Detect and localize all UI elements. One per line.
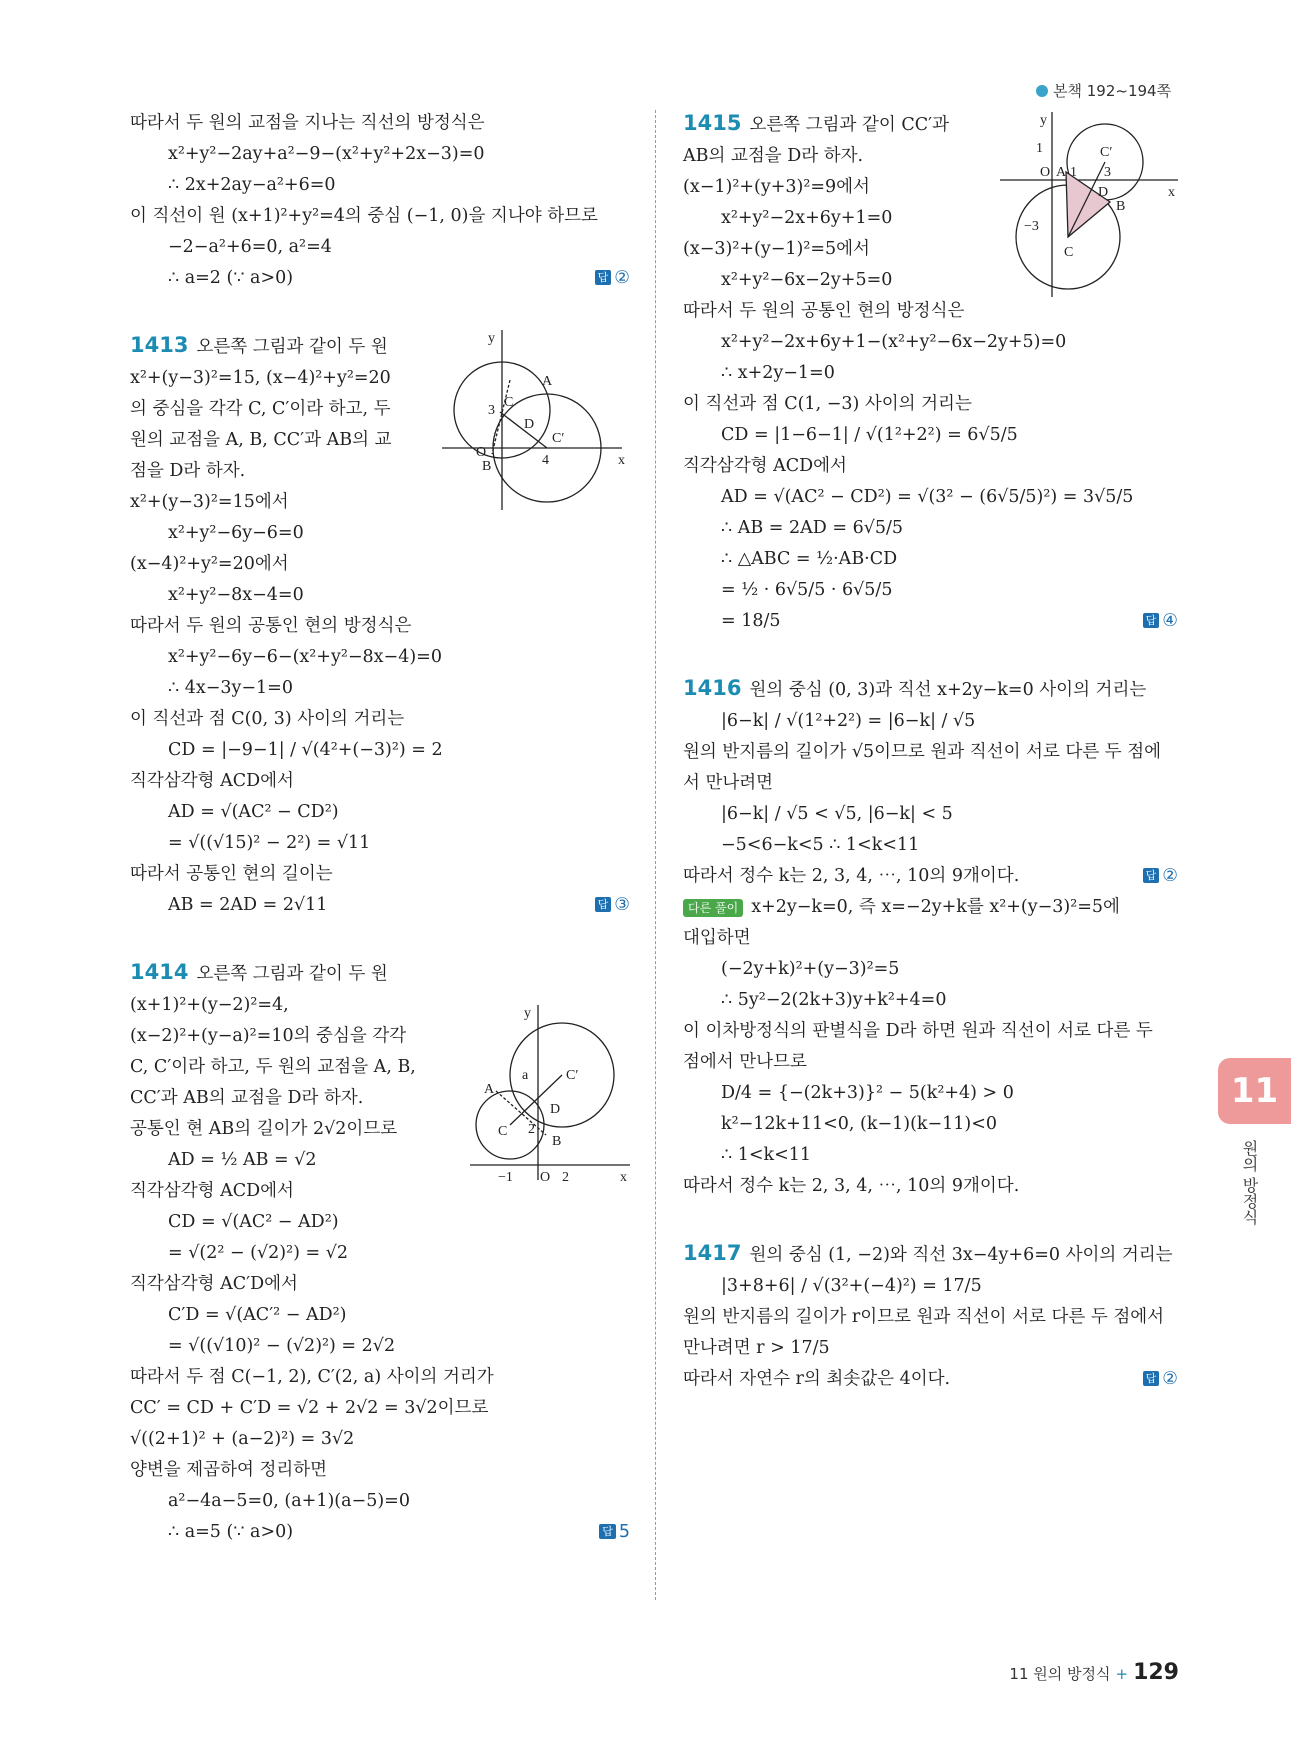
line-text: (x−4)²+y²=20에서 <box>130 554 289 574</box>
solution-line <box>683 1140 1178 1171</box>
solution-line <box>683 1171 1178 1202</box>
solution-line <box>683 327 1178 358</box>
line-text: AB = 2AD = 2√11 <box>168 895 328 915</box>
problem-heading <box>683 673 1178 706</box>
solution-line <box>683 1364 1178 1395</box>
line-text: 오른쪽 그림과 같이 두 원 <box>196 337 388 357</box>
solution-line <box>683 544 1178 575</box>
line-text: C′D = √(AC′² − AD²) <box>168 1305 347 1325</box>
problem-number: 1415 <box>683 111 742 135</box>
fig-label-c: C <box>498 1124 508 1139</box>
fig-label-o: O <box>540 1170 551 1185</box>
answer-value: ② <box>1162 866 1178 886</box>
solution-line <box>130 797 630 828</box>
solution-line <box>130 139 630 170</box>
fig-label-a: A <box>484 1082 495 1097</box>
line-text: −2−a²+6=0, a²=4 <box>168 237 332 257</box>
fig-label-cp: C′ <box>1100 145 1113 160</box>
footer-chapter: 11 원의 방정식 <box>1009 1665 1111 1683</box>
solution-line <box>130 1362 630 1393</box>
fig-tick-x1: 1 <box>1070 165 1077 180</box>
fig-tick-3: 3 <box>1104 165 1111 180</box>
solution-line <box>130 1207 630 1238</box>
solution-line <box>130 201 630 232</box>
line-text: 의 중심을 각각 C, C′이라 하고, 두 <box>130 399 391 419</box>
reference-icon <box>1036 85 1048 97</box>
line-text: 따라서 두 원의 공통인 현의 방정식은 <box>130 616 412 636</box>
line-text: 원의 반지름의 길이가 √5이므로 원과 직선이 서로 다른 두 점에 <box>683 742 1162 762</box>
line-text: x+2y−k=0, 즉 x=−2y+k를 x²+(y−3)²=5에 <box>751 897 1120 917</box>
line-text: = ½ · 6√5/5 · 6√5/5 <box>721 580 893 600</box>
line-text: ∴ 5y²−2(2k+3)y+k²+4=0 <box>721 990 947 1010</box>
answer-icon: 답 <box>1143 868 1160 883</box>
solution-line <box>683 606 1178 637</box>
line-text: ∴ 1<k<11 <box>721 1145 812 1165</box>
section-gap <box>130 921 630 957</box>
plus-icon: + <box>1115 1665 1129 1683</box>
line-text: 이 직선과 점 C(0, 3) 사이의 거리는 <box>130 709 405 729</box>
line-text: 따라서 두 원의 교점을 지나는 직선의 방정식은 <box>130 113 485 133</box>
figure-1415 <box>1000 112 1185 302</box>
solution-line <box>683 892 1178 923</box>
fig-tick-a: a <box>522 1068 529 1083</box>
line-text: AB의 교점을 D라 하자. <box>683 146 864 166</box>
line-text: x²+y²−6y−6=0 <box>168 523 304 543</box>
fig-label-x: x <box>618 453 625 468</box>
problem-heading <box>130 957 630 990</box>
solution-line <box>683 799 1178 830</box>
line-text: 원의 중심 (1, −2)와 직선 3x−4y+6=0 사이의 거리는 <box>749 1245 1173 1265</box>
solution-line <box>683 1302 1178 1333</box>
left-column <box>130 108 630 1548</box>
fig-tick-4: 4 <box>542 453 549 468</box>
solution-line <box>683 1078 1178 1109</box>
line-text: ∴ 2x+2ay−a²+6=0 <box>168 175 336 195</box>
line-text: 서 만나려면 <box>683 773 774 793</box>
problem-number: 1414 <box>130 960 189 984</box>
answer-icon: 답 <box>595 270 612 285</box>
solution-line <box>130 263 630 294</box>
answer-mark <box>599 1517 630 1548</box>
line-text: 직각삼각형 ACD에서 <box>683 456 847 476</box>
line-text: √((2+1)² + (a−2)²) = 3√2 <box>130 1429 355 1449</box>
solution-line <box>130 1424 630 1455</box>
solution-line <box>683 513 1178 544</box>
answer-mark <box>1143 1364 1178 1395</box>
answer-icon: 답 <box>599 1524 616 1539</box>
solution-line <box>130 1269 630 1300</box>
line-text: ∴ x+2y−1=0 <box>721 363 835 383</box>
line-text: (x−1)²+(y+3)²=9에서 <box>683 177 870 197</box>
fig-label-d: D <box>524 417 535 432</box>
solution-line <box>130 642 630 673</box>
solution-line <box>683 482 1178 513</box>
line-text: ∴ 4x−3y−1=0 <box>168 678 293 698</box>
figure-1414 <box>470 1005 640 1185</box>
line-text: = √((√10)² − (√2)²) = 2√2 <box>168 1336 396 1356</box>
line-text: CD = |1−6−1| / √(1²+2²) = 6√5/5 <box>721 425 1018 445</box>
fig-label-y: y <box>524 1006 531 1021</box>
fig-label-y: y <box>488 331 495 346</box>
fig-label-b: B <box>552 1134 562 1149</box>
solution-line <box>683 954 1178 985</box>
line-text: 이 직선과 점 C(1, −3) 사이의 거리는 <box>683 394 972 414</box>
line-text: 원의 반지름의 길이가 r이므로 원과 직선이 서로 다른 두 점에서 <box>683 1307 1165 1327</box>
line-text: CC′과 AB의 교점을 D라 하자. <box>130 1088 364 1108</box>
line-text: (x−3)²+(y−1)²=5에서 <box>683 239 870 259</box>
fig-tick-2: 2 <box>528 1122 535 1137</box>
line-text: x²+y²−2x+6y+1=0 <box>721 208 893 228</box>
fig-tick-1: 1 <box>1036 141 1043 156</box>
answer-value: ② <box>1162 1369 1178 1389</box>
line-text: AD = √(AC² − CD²) <box>168 802 339 822</box>
problem-number: 1416 <box>683 676 742 700</box>
line-text: = √(2² − (√2)²) = √2 <box>168 1243 348 1263</box>
solution-line <box>130 704 630 735</box>
solution-line <box>130 859 630 890</box>
line-text: 따라서 공통인 현의 길이는 <box>130 864 333 884</box>
line-text: 따라서 정수 k는 2, 3, 4, ⋯, 10의 9개이다. <box>683 1176 1020 1196</box>
line-text: 직각삼각형 AC′D에서 <box>130 1274 298 1294</box>
solution-line <box>130 1517 630 1548</box>
solution-line <box>683 358 1178 389</box>
line-text: 점을 D라 하자. <box>130 461 246 481</box>
line-text: 직각삼각형 ACD에서 <box>130 1181 294 1201</box>
line-text: 점에서 만나므로 <box>683 1052 807 1072</box>
line-text: C, C′이라 하고, 두 원의 교점을 A, B, <box>130 1057 416 1077</box>
solution-line <box>130 232 630 263</box>
line-text: = 18/5 <box>721 611 781 631</box>
fig-label-c: C <box>1064 245 1074 260</box>
column-divider <box>655 110 656 1600</box>
line-text: 오른쪽 그림과 같이 두 원 <box>196 964 388 984</box>
line-text: |6−k| / √(1²+2²) = |6−k| / √5 <box>721 711 976 731</box>
solution-line <box>130 1455 630 1486</box>
line-text: CD = |−9−1| / √(4²+(−3)²) = 2 <box>168 740 443 760</box>
solution-line <box>683 923 1178 954</box>
line-text: CC′ = CD + C′D = √2 + 2√2 = 3√2이므로 <box>130 1398 489 1418</box>
fig-tick-x2: 2 <box>562 1170 569 1185</box>
line-text: 양변을 제곱하여 정리하면 <box>130 1460 328 1480</box>
line-text: 공통인 현 AB의 길이가 2√2이므로 <box>130 1119 398 1139</box>
solution-line <box>683 1047 1178 1078</box>
solution-line <box>130 170 630 201</box>
solution-line <box>130 673 630 704</box>
answer-value: ② <box>614 268 630 288</box>
solution-line <box>130 890 630 921</box>
fig-label-b: B <box>1116 199 1126 214</box>
fig-label-d: D <box>550 1102 561 1117</box>
solution-line <box>130 580 630 611</box>
section-gap <box>683 637 1178 673</box>
solution-line <box>683 451 1178 482</box>
line-text: 이 직선이 원 (x+1)²+y²=4의 중심 (−1, 0)을 지나야 하므로 <box>130 206 598 226</box>
line-text: k²−12k+11<0, (k−1)(k−11)<0 <box>721 1114 998 1134</box>
line-text: 따라서 정수 k는 2, 3, 4, ⋯, 10의 9개이다. <box>683 866 1020 886</box>
fig-label-d: D <box>1098 185 1109 200</box>
chapter-tab: 11 <box>1218 1058 1291 1124</box>
line-text: ∴ a=5 (∵ a>0) <box>168 1522 294 1542</box>
answer-mark <box>595 263 630 294</box>
fig-tick-3: 3 <box>488 403 495 418</box>
line-text: D/4 = {−(2k+3)}² − 5(k²+4) > 0 <box>721 1083 1014 1103</box>
problem-heading <box>683 1238 1178 1271</box>
line-text: 따라서 자연수 r의 최솟값은 4이다. <box>683 1369 951 1389</box>
answer-value: 5 <box>618 1522 630 1542</box>
line-text: 이 이차방정식의 판별식을 D라 하면 원과 직선이 서로 다른 두 <box>683 1021 1153 1041</box>
fig-label-y: y <box>1040 113 1047 128</box>
answer-mark <box>1143 861 1178 892</box>
alternate-solution-badge: 다른 풀이 <box>683 899 743 917</box>
line-text: x²+(y−3)²=15에서 <box>130 492 289 512</box>
figure-1413 <box>442 330 632 515</box>
line-text: ∴ a=2 (∵ a>0) <box>168 268 294 288</box>
solution-line <box>130 108 630 139</box>
solution-line <box>683 389 1178 420</box>
solution-line <box>130 1331 630 1362</box>
answer-mark <box>1143 606 1178 637</box>
line-text: ∴ △ABC = ½·AB·CD <box>721 549 898 569</box>
line-text: 원의 교점을 A, B, CC′과 AB의 교 <box>130 430 392 450</box>
solution-line <box>130 735 630 766</box>
fig-label-a: A <box>542 374 553 389</box>
line-text: |3+8+6| / √(3²+(−4)²) = 17/5 <box>721 1276 982 1296</box>
line-text: 대입하면 <box>683 928 751 948</box>
line-text: 원의 중심 (0, 3)과 직선 x+2y−k=0 사이의 거리는 <box>749 680 1147 700</box>
line-text: x²+y²−6y−6−(x²+y²−8x−4)=0 <box>168 647 442 667</box>
answer-icon: 답 <box>595 897 612 912</box>
solution-line <box>130 518 630 549</box>
answer-mark <box>595 890 630 921</box>
solution-line <box>683 1016 1178 1047</box>
chapter-side-title: 원의 방정식 <box>1240 1140 1259 1226</box>
answer-icon: 답 <box>1143 1371 1160 1386</box>
fig-label-cp: C′ <box>566 1068 579 1083</box>
fig-label-cp: C′ <box>552 431 565 446</box>
solution-line <box>683 1271 1178 1302</box>
answer-icon: 답 <box>1143 613 1160 628</box>
section-gap <box>130 294 630 330</box>
line-text: ∴ AB = 2AD = 6√5/5 <box>721 518 904 538</box>
solution-line <box>683 575 1178 606</box>
fig-label-c: C <box>504 395 514 410</box>
solution-line <box>683 1333 1178 1364</box>
line-text: 직각삼각형 ACD에서 <box>130 771 294 791</box>
line-text: = √((√15)² − 2²) = √11 <box>168 833 371 853</box>
solution-line <box>130 611 630 642</box>
solution-line <box>130 828 630 859</box>
line-text: 오른쪽 그림과 같이 CC′과 <box>749 115 950 135</box>
page-number: 129 <box>1133 1660 1179 1685</box>
line-text: x²+y²−2x+6y+1−(x²+y²−6x−2y+5)=0 <box>721 332 1067 352</box>
fig-tick-m1: −1 <box>498 1170 513 1185</box>
line-text: x²+y²−2ay+a²−9−(x²+y²+2x−3)=0 <box>168 144 485 164</box>
solution-line <box>130 549 630 580</box>
line-text: x²+y²−6x−2y+5=0 <box>721 270 893 290</box>
fig-label-x: x <box>620 1170 627 1185</box>
solution-line <box>130 1486 630 1517</box>
fig-label-b: B <box>482 459 492 474</box>
line-text: a²−4a−5=0, (a+1)(a−5)=0 <box>168 1491 410 1511</box>
line-text: (x−2)²+(y−a)²=10의 중심을 각각 <box>130 1026 407 1046</box>
line-text: 만나려면 r > 17/5 <box>683 1338 830 1358</box>
line-text: AD = ½ AB = √2 <box>168 1150 317 1170</box>
fig-label-x: x <box>1168 185 1175 200</box>
line-text: x²+(y−3)²=15, (x−4)²+y²=20 <box>130 368 391 388</box>
solution-line <box>130 766 630 797</box>
fig-label-o: O <box>476 445 487 460</box>
solution-line <box>683 768 1178 799</box>
line-text: −5<6−k<5 ∴ 1<k<11 <box>721 835 920 855</box>
line-text: |6−k| / √5 < √5, |6−k| < 5 <box>721 804 953 824</box>
fig-label-a: A <box>1056 165 1067 180</box>
solution-line <box>683 830 1178 861</box>
page-reference: 본책 192~194쪽 <box>1036 80 1171 101</box>
section-gap <box>683 1202 1178 1238</box>
solution-line <box>130 1393 630 1424</box>
answer-value: ④ <box>1162 611 1178 631</box>
line-text: x²+y²−8x−4=0 <box>168 585 304 605</box>
fig-tick-m3: −3 <box>1024 219 1039 234</box>
solution-line <box>683 861 1178 892</box>
problem-number: 1413 <box>130 333 189 357</box>
line-text: AD = √(AC² − CD²) = √(3² − (6√5/5)²) = 3√5/5 <box>721 487 1134 507</box>
solution-line <box>130 1300 630 1331</box>
solution-line <box>683 985 1178 1016</box>
solution-line <box>683 737 1178 768</box>
solution-line <box>130 1238 630 1269</box>
solution-line <box>683 1109 1178 1140</box>
fig-label-o: O <box>1040 165 1051 180</box>
answer-value: ③ <box>614 895 630 915</box>
solution-line <box>683 706 1178 737</box>
problem-number: 1417 <box>683 1241 742 1265</box>
solution-line <box>683 420 1178 451</box>
line-text: (−2y+k)²+(y−3)²=5 <box>721 959 900 979</box>
page-footer <box>1009 1660 1179 1685</box>
line-text: (x+1)²+(y−2)²=4, <box>130 995 289 1015</box>
line-text: 따라서 두 점 C(−1, 2), C′(2, a) 사이의 거리가 <box>130 1367 494 1387</box>
line-text: CD = √(AC² − AD²) <box>168 1212 339 1232</box>
line-text: 따라서 두 원의 공통인 현의 방정식은 <box>683 301 965 321</box>
